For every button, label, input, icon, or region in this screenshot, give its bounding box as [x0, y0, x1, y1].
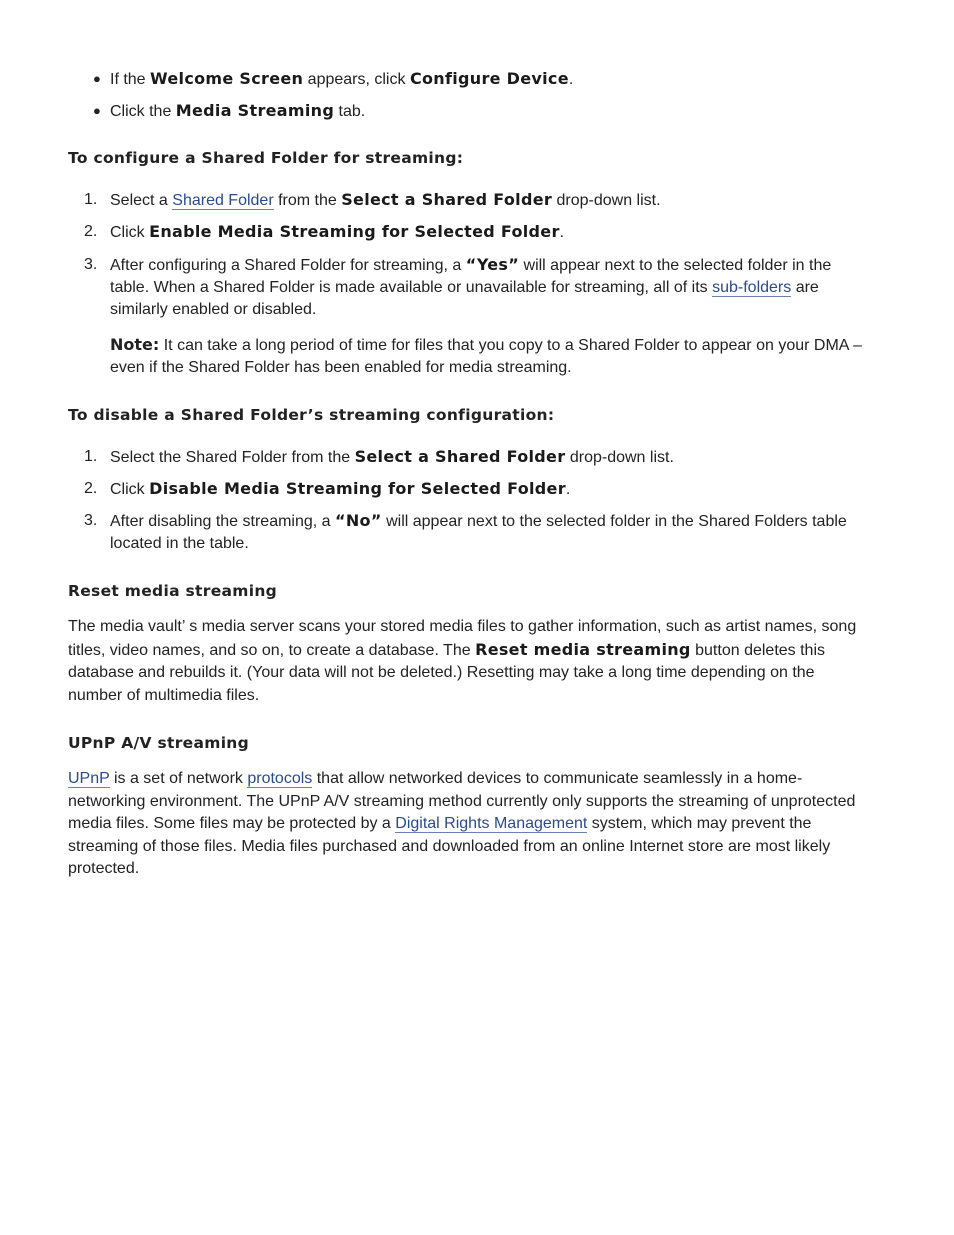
step-number: 2.: [84, 223, 98, 240]
upnp-paragraph: UPnP is a set of network protocols that allow networked devices to communicate seamlessly in a home-networking environment. The UPnP A/V streaming method currently only supports the streaming of unprotected media files. Some files may be protected by a Digital Rights Management system, which may prevent the streaming of those files. Media files purchased and downloaded from an online Internet store are most likely protected.: [68, 770, 856, 877]
configure-step-1: Select a Shared Folder from the Select a Shared Folder drop-down list.: [110, 190, 661, 209]
disable-step-1: Select the Shared Folder from the Select a Shared Folder drop-down list.: [110, 447, 674, 466]
step-number: 3.: [84, 512, 98, 529]
bullet-text: If the Welcome Screen appears, click Configure Device.: [110, 69, 574, 88]
note-label: Note:: [110, 335, 160, 354]
bullet-dot: ●: [93, 103, 101, 118]
note-text: It can take a long period of time for files that you copy to a Shared Folder to appear on your DMA – even if the Shared Folder has been enabled for media streaming.: [110, 337, 862, 376]
step-number: 1.: [84, 191, 98, 208]
configure-note: [110, 334, 895, 379]
disable-step-3: After disabling the streaming, a “No” will appear next to the selected folder in the Shared Folders table located in the table.: [110, 511, 847, 552]
configure-step-3: After configuring a Shared Folder for streaming, a “Yes” will appear next to the selected folder in the table. When a Shared Folder is made available or unavailable for streaming, all of its sub-folders are similarly enabled or disabled.: [110, 255, 832, 318]
disable-heading: To disable a Shared Folder’s streaming configuration:: [68, 406, 555, 424]
shared-folder-link[interactable]: Shared Folder: [172, 192, 274, 209]
digital-rights-management-link[interactable]: Digital Rights Management: [395, 815, 588, 832]
step-number: 3.: [84, 256, 98, 273]
bullet-dot: ●: [93, 71, 101, 86]
reset-paragraph: The media vault’ s media server scans your stored media files to gather information, such as artist names, song titles, video names, and so on, to create a database. The Reset media streaming button deletes this database and rebuilds it. (Your data will not be deleted.) Resetting may take a long time depending on the number of multimedia files.: [68, 618, 857, 704]
upnp-link[interactable]: UPnP: [68, 770, 110, 787]
step-number: 2.: [84, 480, 98, 497]
step-number: 1.: [84, 448, 98, 465]
bullet-text: Click the Media Streaming tab.: [110, 101, 366, 120]
configure-heading: To configure a Shared Folder for streaming:: [68, 149, 464, 167]
disable-step-2: Click Disable Media Streaming for Selected Folder.: [110, 479, 571, 498]
upnp-heading: UPnP A/V streaming: [68, 734, 250, 752]
reset-heading: Reset media streaming: [68, 582, 278, 600]
configure-step-2: Click Enable Media Streaming for Selected Folder.: [110, 222, 565, 241]
sub-folders-link[interactable]: sub-folders: [712, 279, 792, 296]
protocols-link[interactable]: protocols: [247, 770, 313, 787]
